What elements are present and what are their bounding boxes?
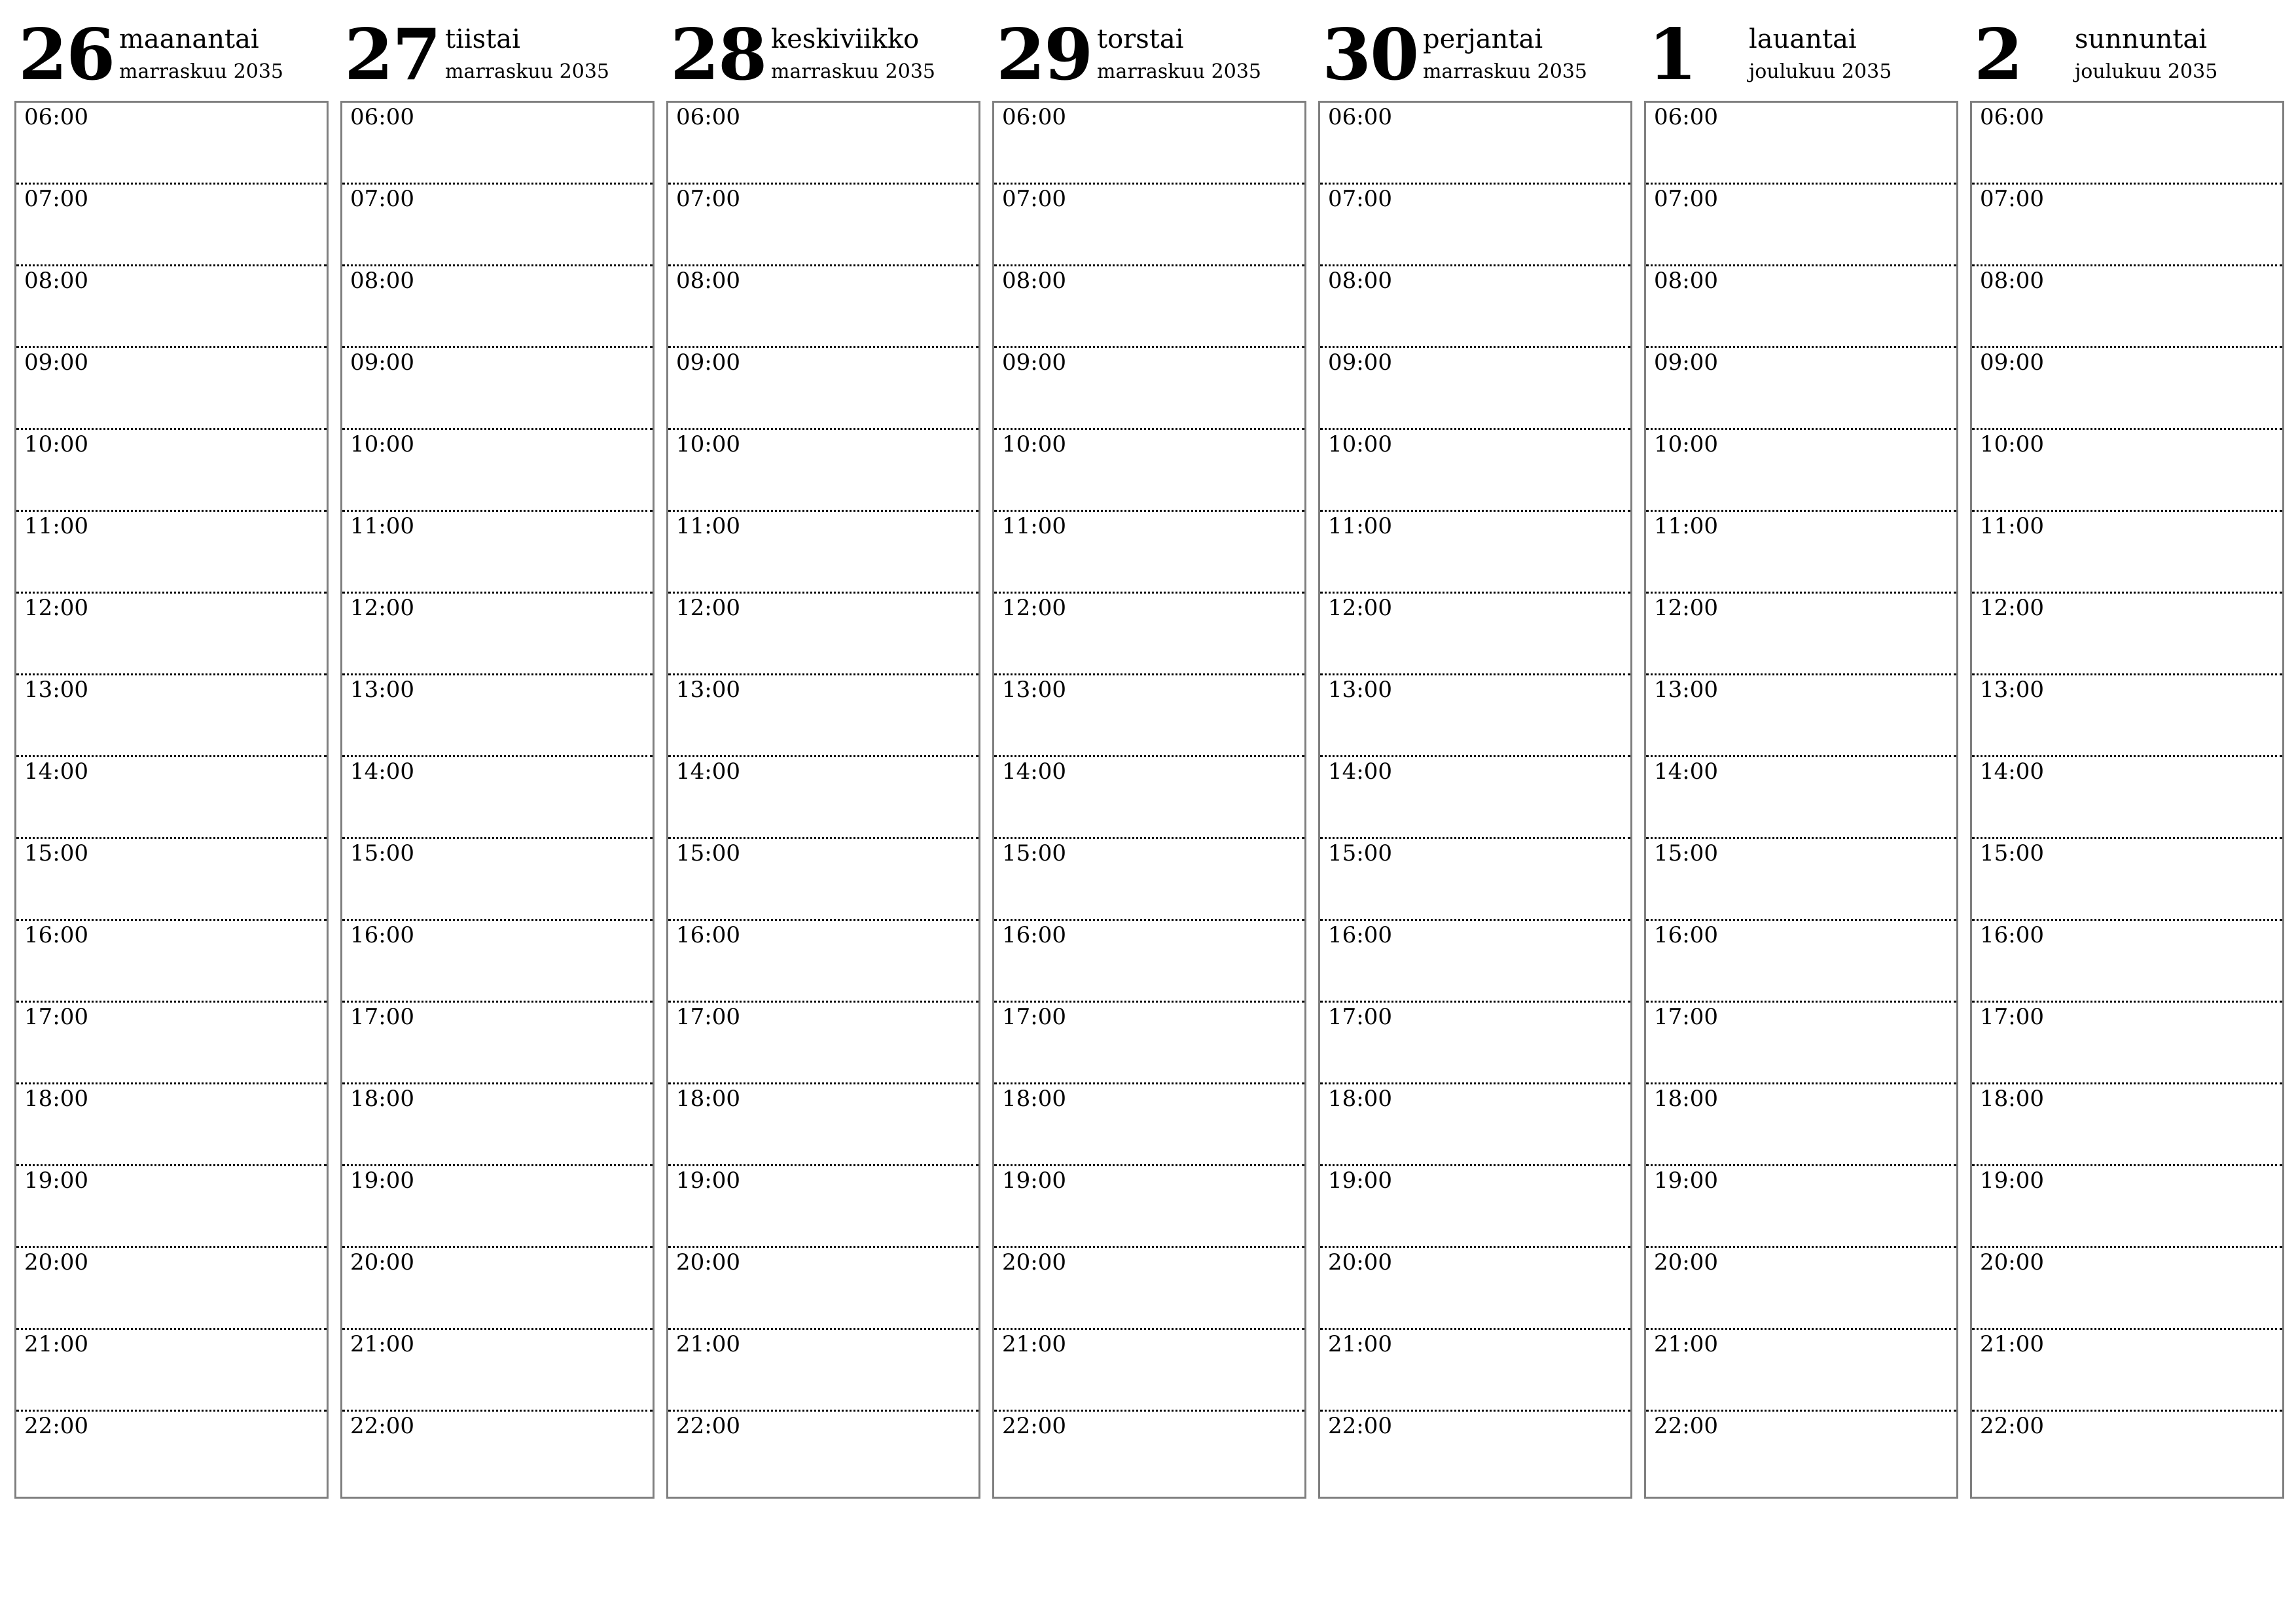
hour-label: 18:00 [350, 1086, 414, 1112]
hour-label: 18:00 [24, 1086, 88, 1112]
hour-slot[interactable] [994, 1084, 1304, 1166]
hour-slot[interactable] [1972, 185, 2282, 266]
hour-label: 22:00 [1328, 1413, 1392, 1439]
hour-label: 15:00 [676, 840, 740, 866]
hour-label: 13:00 [1002, 677, 1066, 703]
hour-slot[interactable] [1972, 1330, 2282, 1412]
hour-label: 22:00 [1654, 1413, 1718, 1439]
hour-label: 15:00 [1980, 840, 2044, 866]
hour-slot[interactable] [994, 348, 1304, 430]
month-year: marraskuu 2035 [771, 60, 936, 83]
hour-slot[interactable] [668, 1003, 978, 1084]
hour-label: 18:00 [676, 1086, 740, 1112]
hour-slot[interactable] [668, 348, 978, 430]
hour-label: 20:00 [1002, 1249, 1066, 1275]
hour-label: 15:00 [24, 840, 88, 866]
hour-label: 19:00 [1002, 1168, 1066, 1194]
hour-slot[interactable] [1646, 430, 1956, 512]
hour-slot[interactable] [1972, 430, 2282, 512]
day-schedule-box [992, 101, 1306, 1499]
hour-slot[interactable] [342, 921, 653, 1003]
hour-label: 22:00 [350, 1413, 414, 1439]
hour-label: 19:00 [350, 1168, 414, 1194]
month-year: marraskuu 2035 [1423, 60, 1588, 83]
hour-label: 16:00 [676, 922, 740, 948]
day-column [666, 13, 979, 1499]
hour-slot[interactable] [1320, 348, 1630, 430]
day-column [992, 13, 1305, 1499]
hour-slot[interactable] [994, 266, 1304, 348]
hour-slot[interactable] [1320, 1084, 1630, 1166]
hour-label: 07:00 [350, 186, 414, 212]
hour-slot[interactable] [668, 594, 978, 675]
hour-slot[interactable] [16, 1412, 327, 1493]
hour-label: 11:00 [350, 513, 414, 539]
hour-slot[interactable] [994, 185, 1304, 266]
hour-slot[interactable] [1646, 1330, 1956, 1412]
day-number: 2 [1974, 14, 2022, 96]
hour-slot[interactable] [1320, 1412, 1630, 1493]
day-column [1644, 13, 1957, 1499]
hour-slot[interactable] [16, 757, 327, 839]
day-header [992, 13, 1305, 101]
hour-slot[interactable] [1320, 594, 1630, 675]
hour-slot[interactable] [342, 594, 653, 675]
hour-slot[interactable] [1972, 1003, 2282, 1084]
hour-label: 20:00 [1654, 1249, 1718, 1275]
hour-slot[interactable] [1320, 839, 1630, 921]
hour-label: 06:00 [24, 104, 88, 130]
hour-slot[interactable] [994, 430, 1304, 512]
hour-slot[interactable] [1646, 266, 1956, 348]
hour-slot[interactable] [1320, 512, 1630, 594]
hour-slot[interactable] [668, 266, 978, 348]
day-header [1318, 13, 1631, 101]
hour-label: 06:00 [350, 104, 414, 130]
day-header [340, 13, 653, 101]
hour-slot[interactable] [994, 757, 1304, 839]
weekday-name: maanantai [119, 24, 259, 54]
hour-slot[interactable] [342, 1166, 653, 1248]
hour-label: 22:00 [1980, 1413, 2044, 1439]
hour-label: 16:00 [350, 922, 414, 948]
hour-slot[interactable] [342, 185, 653, 266]
hour-label: 13:00 [676, 677, 740, 703]
hour-slot[interactable] [1320, 266, 1630, 348]
hour-slot[interactable] [994, 1248, 1304, 1330]
hour-slot[interactable] [16, 185, 327, 266]
hour-label: 10:00 [24, 431, 88, 457]
day-schedule-box [340, 101, 655, 1499]
hour-slot[interactable] [994, 1166, 1304, 1248]
hour-label: 10:00 [676, 431, 740, 457]
day-number: 29 [996, 14, 1092, 96]
hour-slot[interactable] [994, 1412, 1304, 1493]
hour-label: 13:00 [1328, 677, 1392, 703]
hour-label: 21:00 [676, 1331, 740, 1357]
hour-slot[interactable] [342, 348, 653, 430]
weekday-name: keskiviikko [771, 24, 920, 54]
hour-slot[interactable] [1646, 757, 1956, 839]
hour-slot[interactable] [1972, 839, 2282, 921]
day-number: 1 [1648, 14, 1696, 96]
hour-slot[interactable] [16, 675, 327, 757]
hour-label: 07:00 [1654, 186, 1718, 212]
hour-label: 09:00 [24, 349, 88, 376]
hour-label: 09:00 [1654, 349, 1718, 376]
hour-slot[interactable] [342, 1412, 653, 1493]
hour-label: 19:00 [676, 1168, 740, 1194]
hour-label: 20:00 [1980, 1249, 2044, 1275]
day-column [340, 13, 653, 1499]
hour-slot[interactable] [16, 839, 327, 921]
hour-slot[interactable] [668, 1330, 978, 1412]
hour-label: 08:00 [676, 268, 740, 294]
hour-slot[interactable] [1320, 1330, 1630, 1412]
hour-label: 15:00 [1002, 840, 1066, 866]
day-schedule-box [14, 101, 329, 1499]
hour-label: 10:00 [1328, 431, 1392, 457]
hour-label: 19:00 [1654, 1168, 1718, 1194]
hour-label: 07:00 [24, 186, 88, 212]
hour-slot[interactable] [1320, 675, 1630, 757]
hour-slot[interactable] [668, 839, 978, 921]
hour-slot[interactable] [342, 103, 653, 185]
hour-slot[interactable] [1972, 103, 2282, 185]
hour-label: 16:00 [1654, 922, 1718, 948]
week-planner [14, 13, 2284, 1499]
hour-label: 21:00 [1980, 1331, 2044, 1357]
hour-label: 15:00 [350, 840, 414, 866]
weekday-name: perjantai [1423, 24, 1543, 54]
hour-slot[interactable] [16, 430, 327, 512]
hour-slot[interactable] [1320, 1166, 1630, 1248]
hour-label: 18:00 [1654, 1086, 1718, 1112]
day-schedule-box [1318, 101, 1632, 1499]
hour-slot[interactable] [1972, 594, 2282, 675]
hour-slot[interactable] [668, 512, 978, 594]
hour-label: 20:00 [350, 1249, 414, 1275]
hour-label: 16:00 [1002, 922, 1066, 948]
hour-slot[interactable] [1646, 675, 1956, 757]
day-header [14, 13, 327, 101]
hour-slot[interactable] [1320, 921, 1630, 1003]
hour-label: 19:00 [1980, 1168, 2044, 1194]
hour-slot[interactable] [668, 757, 978, 839]
day-header [666, 13, 979, 101]
hour-slot[interactable] [16, 103, 327, 185]
hour-slot[interactable] [668, 1166, 978, 1248]
day-number: 27 [344, 14, 440, 96]
hour-label: 14:00 [1980, 758, 2044, 785]
hour-label: 17:00 [1654, 1004, 1718, 1030]
hour-slot[interactable] [342, 1084, 653, 1166]
hour-slot[interactable] [16, 1248, 327, 1330]
hour-label: 09:00 [350, 349, 414, 376]
hour-slot[interactable] [1320, 430, 1630, 512]
hour-slot[interactable] [994, 512, 1304, 594]
hour-slot[interactable] [1646, 512, 1956, 594]
hour-slot[interactable] [1972, 1166, 2282, 1248]
hour-label: 06:00 [1980, 104, 2044, 130]
hour-slot[interactable] [16, 921, 327, 1003]
hour-label: 17:00 [24, 1004, 88, 1030]
hour-slot[interactable] [1320, 1248, 1630, 1330]
hour-label: 16:00 [1980, 922, 2044, 948]
hour-label: 17:00 [1328, 1004, 1392, 1030]
hour-label: 20:00 [24, 1249, 88, 1275]
month-year: marraskuu 2035 [1097, 60, 1262, 83]
hour-label: 14:00 [1002, 758, 1066, 785]
day-schedule-box [1644, 101, 1958, 1499]
weekday-name: sunnuntai [2075, 24, 2208, 54]
hour-label: 21:00 [24, 1331, 88, 1357]
hour-slot[interactable] [342, 1248, 653, 1330]
hour-slot[interactable] [1972, 512, 2282, 594]
hour-label: 21:00 [1002, 1331, 1066, 1357]
day-number: 28 [670, 14, 766, 96]
hour-slot[interactable] [16, 1003, 327, 1084]
hour-label: 12:00 [24, 595, 88, 621]
hour-label: 07:00 [1980, 186, 2044, 212]
hour-slot[interactable] [1646, 594, 1956, 675]
hour-label: 11:00 [676, 513, 740, 539]
hour-label: 06:00 [1328, 104, 1392, 130]
hour-slot[interactable] [1972, 1248, 2282, 1330]
hour-label: 12:00 [676, 595, 740, 621]
hour-slot[interactable] [342, 512, 653, 594]
hour-label: 08:00 [1328, 268, 1392, 294]
hour-slot[interactable] [668, 675, 978, 757]
hour-label: 06:00 [1002, 104, 1066, 130]
hour-slot[interactable] [668, 1412, 978, 1493]
hour-slot[interactable] [994, 1330, 1304, 1412]
day-header [1970, 13, 2283, 101]
hour-slot[interactable] [342, 839, 653, 921]
hour-label: 14:00 [676, 758, 740, 785]
hour-slot[interactable] [1646, 348, 1956, 430]
hour-slot[interactable] [1646, 921, 1956, 1003]
hour-label: 08:00 [24, 268, 88, 294]
hour-slot[interactable] [668, 1084, 978, 1166]
hour-label: 19:00 [24, 1168, 88, 1194]
hour-label: 21:00 [350, 1331, 414, 1357]
hour-slot[interactable] [342, 1330, 653, 1412]
hour-label: 13:00 [350, 677, 414, 703]
hour-label: 09:00 [1980, 349, 2044, 376]
hour-slot[interactable] [668, 185, 978, 266]
hour-label: 12:00 [1654, 595, 1718, 621]
hour-label: 22:00 [1002, 1413, 1066, 1439]
hour-slot[interactable] [994, 1003, 1304, 1084]
weekday-name: torstai [1097, 24, 1184, 54]
hour-label: 21:00 [1654, 1331, 1718, 1357]
hour-slot[interactable] [1646, 839, 1956, 921]
hour-slot[interactable] [342, 1003, 653, 1084]
hour-label: 17:00 [1002, 1004, 1066, 1030]
hour-slot[interactable] [1320, 185, 1630, 266]
hour-label: 18:00 [1980, 1086, 2044, 1112]
hour-label: 12:00 [350, 595, 414, 621]
hour-label: 14:00 [24, 758, 88, 785]
day-schedule-box [666, 101, 980, 1499]
hour-slot[interactable] [1972, 1084, 2282, 1166]
hour-label: 13:00 [1654, 677, 1718, 703]
hour-label: 11:00 [24, 513, 88, 539]
hour-label: 16:00 [24, 922, 88, 948]
hour-slot[interactable] [668, 103, 978, 185]
hour-slot[interactable] [1646, 1412, 1956, 1493]
hour-slot[interactable] [994, 839, 1304, 921]
hour-label: 16:00 [1328, 922, 1392, 948]
hour-label: 07:00 [1328, 186, 1392, 212]
hour-slot[interactable] [994, 594, 1304, 675]
hour-slot[interactable] [668, 430, 978, 512]
month-year: marraskuu 2035 [119, 60, 284, 83]
day-column [14, 13, 327, 1499]
hour-label: 14:00 [350, 758, 414, 785]
hour-label: 10:00 [1980, 431, 2044, 457]
hour-slot[interactable] [1972, 348, 2282, 430]
weekday-name: tiistai [445, 24, 520, 54]
month-year: marraskuu 2035 [445, 60, 610, 83]
hour-slot[interactable] [1646, 1084, 1956, 1166]
hour-slot[interactable] [16, 512, 327, 594]
day-column [1970, 13, 2283, 1499]
hour-label: 11:00 [1654, 513, 1718, 539]
month-year: joulukuu 2035 [1749, 60, 1892, 83]
hour-slot[interactable] [668, 921, 978, 1003]
hour-label: 11:00 [1980, 513, 2044, 539]
hour-slot[interactable] [1646, 1248, 1956, 1330]
hour-slot[interactable] [16, 594, 327, 675]
hour-slot[interactable] [1972, 921, 2282, 1003]
hour-slot[interactable] [1320, 103, 1630, 185]
hour-slot[interactable] [1972, 675, 2282, 757]
hour-label: 11:00 [1002, 513, 1066, 539]
hour-label: 06:00 [676, 104, 740, 130]
hour-slot[interactable] [16, 1330, 327, 1412]
hour-label: 10:00 [1654, 431, 1718, 457]
hour-label: 15:00 [1654, 840, 1718, 866]
hour-slot[interactable] [994, 675, 1304, 757]
hour-slot[interactable] [342, 757, 653, 839]
hour-slot[interactable] [1972, 266, 2282, 348]
hour-label: 09:00 [1002, 349, 1066, 376]
hour-slot[interactable] [342, 675, 653, 757]
hour-label: 08:00 [1002, 268, 1066, 294]
hour-label: 20:00 [676, 1249, 740, 1275]
hour-label: 09:00 [1328, 349, 1392, 376]
hour-slot[interactable] [1646, 103, 1956, 185]
hour-slot[interactable] [16, 348, 327, 430]
hour-slot[interactable] [1646, 1166, 1956, 1248]
day-number: 30 [1322, 14, 1418, 96]
month-year: joulukuu 2035 [2075, 60, 2218, 83]
hour-label: 19:00 [1328, 1168, 1392, 1194]
hour-label: 08:00 [1980, 268, 2044, 294]
hour-slot[interactable] [16, 1084, 327, 1166]
day-schedule-box [1970, 101, 2284, 1499]
hour-label: 07:00 [676, 186, 740, 212]
hour-slot[interactable] [1646, 185, 1956, 266]
hour-slot[interactable] [1972, 757, 2282, 839]
hour-label: 20:00 [1328, 1249, 1392, 1275]
hour-label: 08:00 [350, 268, 414, 294]
hour-label: 17:00 [676, 1004, 740, 1030]
hour-slot[interactable] [1972, 1412, 2282, 1493]
hour-slot[interactable] [16, 266, 327, 348]
hour-slot[interactable] [16, 1166, 327, 1248]
hour-slot[interactable] [1646, 1003, 1956, 1084]
hour-slot[interactable] [342, 266, 653, 348]
hour-label: 12:00 [1002, 595, 1066, 621]
hour-label: 10:00 [1002, 431, 1066, 457]
hour-label: 10:00 [350, 431, 414, 457]
hour-label: 12:00 [1328, 595, 1392, 621]
hour-label: 18:00 [1002, 1086, 1066, 1112]
hour-slot[interactable] [994, 103, 1304, 185]
hour-slot[interactable] [1320, 757, 1630, 839]
hour-label: 12:00 [1980, 595, 2044, 621]
hour-label: 18:00 [1328, 1086, 1392, 1112]
hour-label: 11:00 [1328, 513, 1392, 539]
hour-label: 17:00 [350, 1004, 414, 1030]
hour-label: 13:00 [1980, 677, 2044, 703]
hour-slot[interactable] [342, 430, 653, 512]
hour-slot[interactable] [668, 1248, 978, 1330]
day-number: 26 [18, 14, 115, 96]
hour-label: 14:00 [1654, 758, 1718, 785]
day-column [1318, 13, 1631, 1499]
hour-label: 07:00 [1002, 186, 1066, 212]
hour-label: 21:00 [1328, 1331, 1392, 1357]
hour-label: 22:00 [24, 1413, 88, 1439]
hour-slot[interactable] [994, 921, 1304, 1003]
day-header [1644, 13, 1957, 101]
hour-label: 13:00 [24, 677, 88, 703]
hour-slot[interactable] [1320, 1003, 1630, 1084]
hour-label: 22:00 [676, 1413, 740, 1439]
hour-label: 14:00 [1328, 758, 1392, 785]
hour-label: 06:00 [1654, 104, 1718, 130]
weekday-name: lauantai [1749, 24, 1857, 54]
hour-label: 17:00 [1980, 1004, 2044, 1030]
hour-label: 15:00 [1328, 840, 1392, 866]
hour-label: 08:00 [1654, 268, 1718, 294]
hour-label: 09:00 [676, 349, 740, 376]
